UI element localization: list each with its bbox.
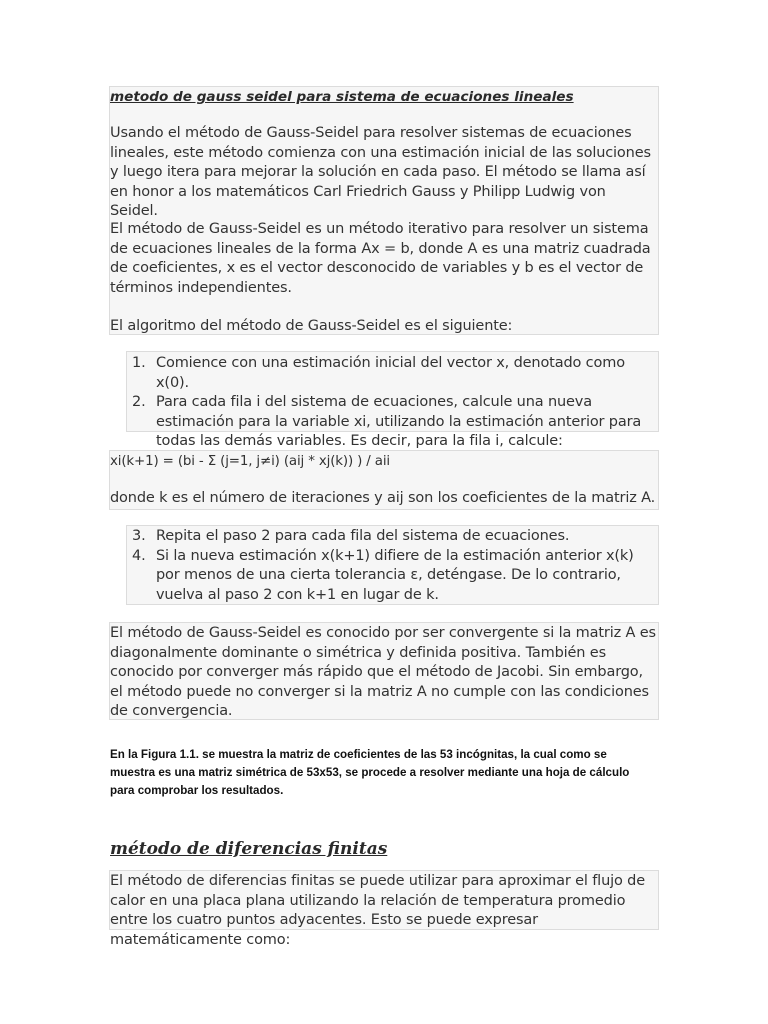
- list-number: 1.: [132, 355, 146, 371]
- list-text: Comience con una estimación inicial del vector x, denotado como x(0).: [156, 355, 625, 391]
- section1-intro-paragraph: Usando el método de Gauss-Seidel para resolver sistemas de ecuaciones lineales, este método comienza con una estimación inicial de las soluciones y luego itera para mejorar la solución en cada paso. El método se llama así en honor a los matemáticos Carl Friedrich Gauss y Philipp Ludwig von Seidel.: [110, 125, 651, 220]
- list-text: Si la nueva estimación x(k+1) difiere de la estimación anterior x(k) por menos de una cierta tolerancia ε, deténgase. De lo contrario, vuelva al paso 2 con k+1 en lugar de k.: [156, 547, 634, 603]
- list-number: 2.: [132, 394, 146, 411]
- list-number: 3.: [132, 528, 146, 544]
- steps-list-b: [126, 527, 653, 605]
- list-item: [126, 393, 653, 452]
- list-item: [126, 547, 653, 606]
- formula: xi(k+1) = (bi - Σ (j=1, j≠i) (aij * xj(k)) ) / aii: [110, 454, 390, 469]
- list-text: Para cada fila i del sistema de ecuaciones, calcule una nueva estimación para la variable xi, utilizando la estimación anterior para todas las demás variables. Es decir, para la fila i, calcule:: [156, 394, 642, 450]
- section1-definition-paragraph: El método de Gauss-Seidel es un método iterativo para resolver un sistema de ecuaciones lineales de la forma Ax = b, donde A es una matriz cuadrada de coeficientes, x es el vector desconocido de variables y b es el vector de términos independientes.: [110, 221, 651, 296]
- convergence-paragraph: El método de Gauss-Seidel es conocido por ser convergente si la matriz A es diagonalmente dominante o simétrica y definida positiva. También es conocido por converger más rápido que el método de Jacobi. Sin embargo, el método puede no converger si la matriz A no cumple con las condiciones de convergencia.: [110, 625, 656, 720]
- section2-title: método de diferencias finitas: [110, 839, 388, 859]
- list-item: [126, 527, 653, 547]
- section2-intro-paragraph: El método de diferencias finitas se puede utilizar para aproximar el flujo de calor en una placa plana utilizando la relación de temperatura promedio entre los cuatro puntos adyacentes. Esto se puede expresar matemáticamente como:: [110, 873, 645, 948]
- formula-note: donde k es el número de iteraciones y aij son los coeficientes de la matriz A.: [110, 490, 656, 506]
- list-number: 4.: [132, 547, 146, 564]
- section1-title: metodo de gauss seidel para sistema de ecuaciones lineales: [110, 89, 574, 105]
- list-text: Repita el paso 2 para cada fila del sistema de ecuaciones.: [156, 528, 570, 544]
- list-item: [126, 354, 653, 393]
- steps-list-a: [126, 354, 653, 452]
- algorithm-intro: El algoritmo del método de Gauss-Seidel es el siguiente:: [110, 318, 513, 334]
- figure-note: En la Figura 1.1. se muestra la matriz de coeficientes de las 53 incógnitas, la cual como se muestra es una matriz simétrica de 53x53, se procede a resolver mediante una hoja de cálculo para comprobar los resultados.: [110, 748, 630, 797]
